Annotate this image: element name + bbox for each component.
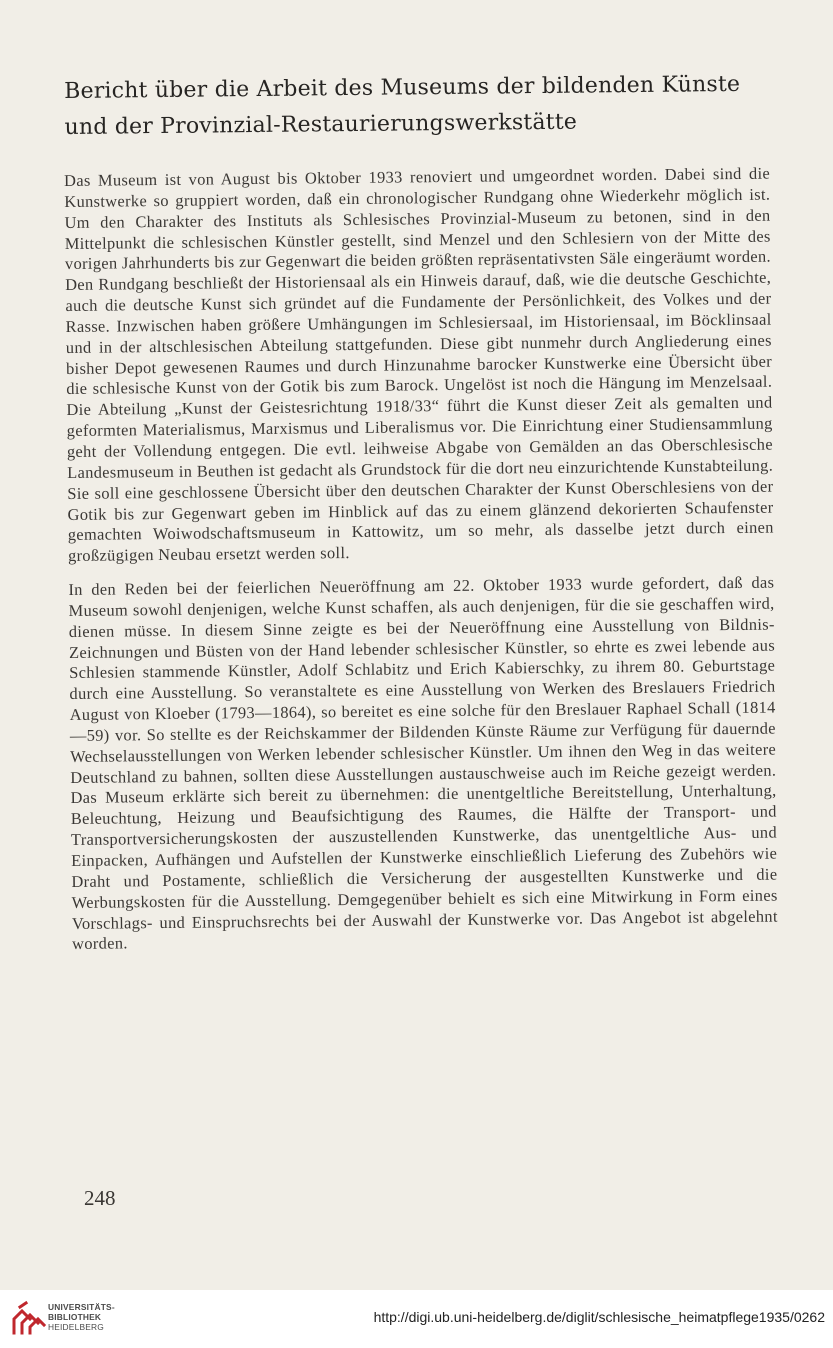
article-body [64, 164, 778, 956]
title-line-1: Bericht über die Arbeit des Museums der bildenden Künste [64, 71, 741, 104]
paragraph-2: In den Reden bei der feierlichen Neueröffnung am 22. Oktober 1933 wurde gefordert, daß das Museum sowohl denjenigen, welche Kunst schaffen, als auch denjenigen, für die sie geschaffen wird, dienen müsse. In diesem Sinne zeigte es bei der Neueröffnung eine Ausstellung von Bildnis-Zeichnungen und Büsten von der Hand lebender schlesischer Künstler, so ehrte es zwei lebende aus Schlesien stammende Künstler, Adolf Schlabitz und Erich Kabierschky, zu ihrem 80. Geburtstage durch eine Ausstellung. So veranstaltete es eine Ausstellung von Werken des Breslauers Friedrich August von Kloeber (1793—1864), so bereitet es eine solche für den Breslauer Raphael Schall (1814—59) vor. So stellte es der Reichskammer der Bildenden Künste Räume zur Verfügung für dauernde Wechselausstellungen von Werken lebender schlesischer Künstler. Um ihnen den Weg in das weitere Deutschland zu bahnen, sollten diese Ausstellungen austauschweise auch im Reiche gezeigt werden. Das Museum erklärte sich bereit zu übernehmen: die unentgeltliche Bereitstellung, Unterhaltung, Beleuchtung, Heizung und Beaufsichtigung des Raumes, die Hälfte der Transport- und Transportversicherungskosten der auszustellenden Kunstwerke, das unentgeltliche Aus- und Einpacken, Aufhängen und Aufstellen der Kunstwerke einschließlich Lieferung des Zubehörs wie Draht und Postamente, schließlich die Versicherung der ausgestellten Kunstwerke und die Werbungskosten für die Ausstellung. Demgegenüber behielt es sich eine Mitwirkung in Form eines Vorschlags- und Einspruchsrechts bei der Auswahl der Kunstwerke vor. Das Angebot ist abgelehnt worden. [68, 572, 778, 954]
heidelberg-library-logo-icon[interactable] [10, 1299, 50, 1339]
library-name-line-1: UNIVERSITÄTS- [48, 1302, 115, 1312]
library-name-line-2: BIBLIOTHEK [48, 1312, 102, 1322]
library-name [48, 1302, 115, 1332]
page-title [64, 67, 765, 146]
page-number: 248 [84, 1186, 116, 1210]
permalink-url[interactable]: http://digi.ub.uni-heidelberg.de/diglit/schlesische_heimatpflege1935/0262 [373, 1309, 825, 1325]
title-line-2: und der Provinzial-Restaurierungswerkstätte [64, 109, 578, 140]
paragraph-1: Das Museum ist von August bis Oktober 1933 renoviert und umgeordnet worden. Dabei sind die Kunstwerke so gruppiert worden, daß ein chronologischer Rundgang ohne Wiederkehr möglich ist. Um den Charakter des Instituts als Schlesisches Provinzial-Museum zu betonen, sind in den Mittelpunkt die schlesischen Künstler gestellt, sind Menzel und den Schlesiern von der Mitte des vorigen Jahrhunderts bis zur Gegenwart die beiden größten repräsentativsten Säle eingeräumt worden. Den Rundgang beschließt der Historiensaal als ein Hinweis darauf, daß, wie die deutsche Geschichte, auch die deutsche Kunst sich gründet auf die Fundamente der Persönlichkeit, des Volkes und der Rasse. Inzwischen haben größere Umhängungen im Schlesiersaal, im Historiensaal, im Böcklinsaal und in der altschlesischen Abteilung stattgefunden. Diese gibt nunmehr durch Angliederung eines bisher Depot gewesenen Raumes und durch Hinzunahme barocker Kunstwerke eine Übersicht über die schlesische Kunst von der Gotik bis zum Barock. Ungelöst ist noch die Hängung im Menzelsaal. Die Abteilung „Kunst der Geistesrichtung 1918/33“ führt die Kunst dieser Zeit als gemalten und geformten Materialismus, Marxismus und Liberalismus vor. Die Einrichtung einer Studiensammlung geht der Vollendung entgegen. Die evtl. leihweise Abgabe von Gemälden an das Oberschlesische Landesmuseum in Beuthen ist gedacht als Grundstock für die dort neu einzurichtende Kunstabteilung. Sie soll eine geschlossene Übersicht über den deutschen Charakter der Kunst Oberschlesiens von der Gotik bis zur Gegenwart geben im Hinblick auf das zu einem glänzend dekorierten Schaufenster gemachten Woiwodschaftsmuseum in Kattowitz, um so mehr, als dasselbe jetzt durch einen großzügigen Neubau ersetzt werden soll. [64, 163, 774, 566]
viewer-footer [0, 1290, 833, 1348]
library-name-line-3: HEIDELBERG [48, 1322, 104, 1332]
